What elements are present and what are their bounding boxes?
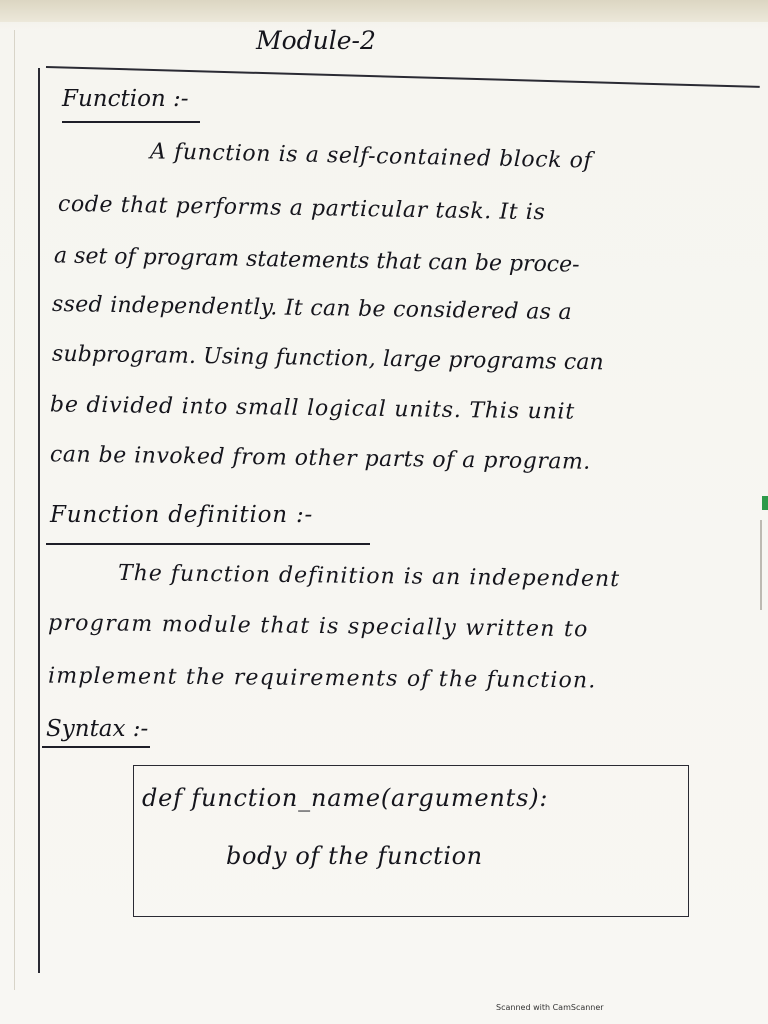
paragraph-line: implement the requirements of the function. (47, 663, 597, 694)
syntax-heading: Syntax :- (46, 716, 149, 742)
paragraph-line: can be invoked from other parts of a program. (49, 442, 591, 475)
paragraph-line: program module that is specially written to (47, 610, 589, 643)
module-title: Module-2 (256, 26, 376, 55)
margin-line-vertical (38, 68, 40, 973)
paragraph-line: A function is a self-contained block of (149, 139, 593, 174)
pencil-mark (760, 520, 762, 610)
side-tab (762, 496, 768, 510)
paragraph-line: The function definition is an independent (117, 560, 621, 593)
scanner-watermark: Scanned with CamScanner (496, 1003, 604, 1012)
paragraph-line: be divided into small logical units. This unit (49, 392, 576, 425)
syntax-heading-underline (42, 746, 150, 748)
function-definition-heading: Function definition :- (50, 502, 314, 528)
code-line-body: body of the function (226, 842, 483, 870)
code-line-def: def function_name(arguments): (142, 784, 549, 812)
margin-line-horizontal (46, 66, 760, 87)
paragraph-line: a set of program statements that can be proce- (53, 243, 580, 278)
function-definition-underline (46, 543, 370, 545)
paragraph-line: subprogram. Using function, large programs can (51, 341, 604, 376)
paragraph-line: code that performs a particular task. It is (57, 191, 546, 226)
function-heading: Function :- (62, 86, 189, 112)
paragraph-line: ssed independently. It can be considered as a (51, 291, 573, 326)
page-fold-line (14, 30, 15, 990)
function-heading-underline (62, 121, 200, 123)
page-top-edge (0, 0, 768, 22)
